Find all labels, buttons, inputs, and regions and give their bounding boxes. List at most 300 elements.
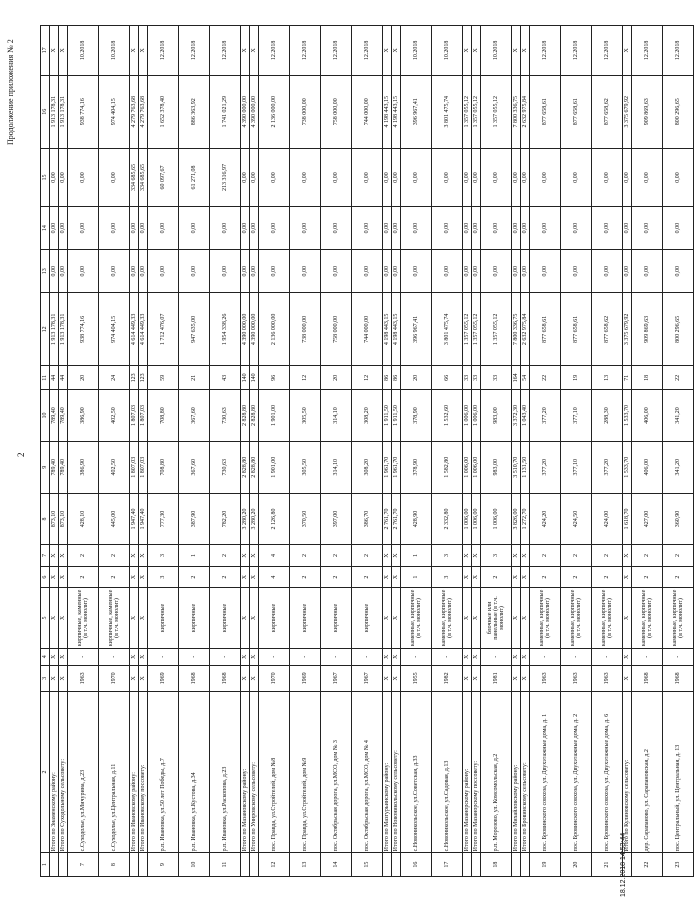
table-cell: X — [463, 566, 472, 588]
table-cell: 0,00 — [392, 148, 401, 206]
table-cell: 427,00 — [632, 493, 663, 545]
table-cell: 2 136 000,00 — [259, 75, 290, 148]
table-cell: X — [521, 665, 530, 691]
table-cell: 877 658,61 — [561, 75, 592, 148]
table-cell — [241, 853, 250, 877]
table-cell: 800 296,65 — [663, 293, 694, 366]
table-cell: 1970 — [99, 665, 130, 691]
address-cell: Итого по Новоникольскому сельсовету: — [392, 691, 401, 853]
table-cell: блочные или панельные (в т.ч. монолит) — [481, 588, 512, 648]
table-cell: 402,50 — [99, 441, 130, 493]
table-cell: 59 — [148, 366, 179, 390]
table-cell: 0,00 — [592, 250, 623, 293]
table-cell: 789,40 — [59, 390, 68, 442]
column-number-cell: 6 — [41, 566, 50, 588]
table-cell: 0,00 — [472, 148, 481, 206]
table-cell: 424,50 — [561, 493, 592, 545]
table-cell: 2 — [210, 545, 241, 567]
table-cell — [383, 853, 392, 877]
column-number-cell: 9 — [41, 441, 50, 493]
table-cell: 4 198 443,15 — [383, 293, 392, 366]
table-cell: 305,50 — [290, 441, 321, 493]
table-cell: 12 — [352, 366, 383, 390]
table-cell: 1 911,50 — [392, 390, 401, 442]
table-cell: X — [250, 665, 259, 691]
table-cell: 2 — [481, 566, 512, 588]
table-cell: 19 — [530, 853, 561, 877]
table-cell: 1 807,03 — [139, 441, 148, 493]
subtotal-row — [472, 26, 481, 877]
table-cell: 4 198 443,15 — [383, 75, 392, 148]
table-cell: 3 — [481, 545, 512, 567]
table-cell: 0,00 — [290, 250, 321, 293]
table-cell: 396 967,41 — [401, 293, 432, 366]
table-cell: 378,90 — [401, 441, 432, 493]
table-cell: 288,30 — [592, 390, 623, 442]
table-cell: 3 — [432, 545, 463, 567]
table-cell: X — [521, 26, 530, 76]
table-cell: 21 — [592, 853, 623, 877]
table-cell: 305,50 — [290, 390, 321, 442]
table-cell: 2 — [68, 545, 99, 567]
table-cell: 33 — [481, 366, 512, 390]
table-cell: 0,00 — [352, 250, 383, 293]
table-cell: X — [623, 566, 632, 588]
table-cell: 2 — [530, 566, 561, 588]
table-cell: - — [481, 648, 512, 665]
table-cell: 730,63 — [210, 390, 241, 442]
table-cell: 20 — [321, 366, 352, 390]
page-number: 2 — [16, 452, 26, 457]
table-cell: 0,00 — [50, 250, 59, 293]
table-cell: 386,70 — [352, 493, 383, 545]
table-cell: 0,00 — [481, 148, 512, 206]
address-cell: пос. Октябрьская дорога, ул.МСО, дом № 4 — [352, 691, 383, 853]
table-cell: 308,20 — [352, 390, 383, 442]
table-cell: 4 390 000,00 — [241, 75, 250, 148]
table-cell: 12.2018 — [530, 26, 561, 76]
table-cell: 4 — [259, 566, 290, 588]
table-cell: 4 279 763,68 — [130, 75, 139, 148]
table-cell: 0,00 — [139, 250, 148, 293]
table-cell: X — [512, 26, 521, 76]
table-cell: X — [139, 26, 148, 76]
table-cell: 2 — [321, 566, 352, 588]
table-row — [321, 26, 352, 877]
table-cell: 1 807,03 — [130, 390, 139, 442]
table-cell: 0,00 — [521, 148, 530, 206]
table-cell: 1 582,80 — [432, 441, 463, 493]
table-cell: 10.2018 — [481, 26, 512, 76]
table-cell: 213 316,97 — [210, 148, 241, 206]
table-cell: 1 901,00 — [259, 441, 290, 493]
table-cell — [50, 853, 59, 877]
table-cell: 873,10 — [59, 493, 68, 545]
table-cell: 2 632 975,84 — [521, 293, 530, 366]
table-cell: 983,00 — [481, 441, 512, 493]
table-cell: 22 — [663, 366, 694, 390]
subtotal-row — [392, 26, 401, 877]
table-cell: 1 961,70 — [392, 441, 401, 493]
table-cell: X — [521, 588, 530, 648]
table-cell: 367,60 — [179, 441, 210, 493]
table-cell: - — [321, 648, 352, 665]
table-cell: X — [392, 566, 401, 588]
table-cell: 2 632 975,84 — [521, 75, 530, 148]
table-cell: X — [59, 665, 68, 691]
table-cell: 2 — [352, 545, 383, 567]
table-cell: 0,00 — [432, 207, 463, 250]
table-row — [530, 26, 561, 877]
table-cell: 744 000,00 — [352, 75, 383, 148]
table-cell: 938 774,16 — [68, 293, 99, 366]
table-cell: 96 — [259, 366, 290, 390]
table-cell: 2 — [352, 566, 383, 588]
table-cell: 0,00 — [50, 207, 59, 250]
table-cell: 3 372,30 — [512, 390, 521, 442]
table-cell: 758 000,00 — [321, 293, 352, 366]
table-cell: 0,00 — [530, 250, 561, 293]
table-cell — [623, 853, 632, 877]
table-cell: 1968 — [179, 665, 210, 691]
address-cell: Итого по Мазановскому району: — [241, 691, 250, 853]
table-cell: X — [139, 665, 148, 691]
table-cell: 0,00 — [321, 148, 352, 206]
table-cell: 0,00 — [383, 148, 392, 206]
table-cell: 12.2018 — [321, 26, 352, 76]
table-cell: 21 — [179, 366, 210, 390]
table-cell: 11 — [210, 853, 241, 877]
table-cell: 1963 — [530, 665, 561, 691]
table-cell: 0,00 — [512, 207, 521, 250]
table-cell: 0,00 — [148, 207, 179, 250]
subtotal-row — [250, 26, 259, 877]
table-cell: 983,00 — [481, 390, 512, 442]
column-number-cell: 4 — [41, 648, 50, 665]
subtotal-row — [383, 26, 392, 877]
subtotal-row — [463, 26, 472, 877]
table-cell: X — [383, 545, 392, 567]
table-cell: 377,20 — [530, 441, 561, 493]
table-cell: 0,00 — [383, 207, 392, 250]
table-cell: 2 — [663, 566, 694, 588]
table-cell: 140 — [250, 366, 259, 390]
table-cell: 0,00 — [259, 207, 290, 250]
table-cell: 0,00 — [632, 148, 663, 206]
table-cell: 445,00 — [99, 493, 130, 545]
table-cell: 1 — [179, 545, 210, 567]
table-cell: - — [592, 648, 623, 665]
table-cell: X — [521, 648, 530, 665]
table-cell: 0,00 — [148, 250, 179, 293]
table-row — [561, 26, 592, 877]
table-cell: 4 390 000,00 — [250, 293, 259, 366]
table-cell: - — [561, 648, 592, 665]
table-cell: 12.2018 — [259, 26, 290, 76]
table-cell: 12 — [259, 853, 290, 877]
table-cell: 1968 — [663, 665, 694, 691]
table-cell: 1 741 021,29 — [210, 75, 241, 148]
table-cell: 2 — [592, 566, 623, 588]
table-cell: X — [512, 588, 521, 648]
table-cell: X — [50, 665, 59, 691]
table-cell: 0,00 — [592, 148, 623, 206]
column-number-cell: 12 — [41, 293, 50, 366]
table-cell: 1 006,00 — [472, 493, 481, 545]
table-cell: 1963 — [561, 665, 592, 691]
subtotal-row — [130, 26, 139, 877]
table-cell: 60 097,67 — [148, 148, 179, 206]
address-cell: пос. Бровинского совхоза, ул. Двухэтажные дома, д. 6 — [592, 691, 623, 853]
table-cell: 4 198 443,15 — [392, 293, 401, 366]
table-cell: 0,00 — [99, 207, 130, 250]
table-cell: 0,00 — [530, 207, 561, 250]
table-cell: X — [59, 545, 68, 567]
table-cell: 1 901,00 — [259, 390, 290, 442]
address-cell: пос. Центральный, ул. Центральная, д. 13 — [663, 691, 694, 853]
table-cell: 17 — [432, 853, 463, 877]
table-cell: 3 — [432, 566, 463, 588]
table-cell: 2 — [632, 545, 663, 567]
table-cell: 10.2018 — [401, 26, 432, 76]
table-cell: 3 — [148, 545, 179, 567]
column-number-cell: 8 — [41, 493, 50, 545]
table-cell: 10.2018 — [99, 26, 130, 76]
table-cell: 1 913 178,31 — [59, 75, 68, 148]
table-cell: X — [383, 588, 392, 648]
table-cell: 0,00 — [663, 207, 694, 250]
table-cell: 1963 — [592, 665, 623, 691]
table-cell: X — [50, 545, 59, 567]
address-cell: пос. Бровинского совхоза, ул. Двухэтажные дома, д. 1 — [530, 691, 561, 853]
table-cell: 0,00 — [521, 207, 530, 250]
table-cell: - — [401, 648, 432, 665]
table-cell: 2 — [290, 566, 321, 588]
table-cell: 1 913 178,31 — [50, 75, 59, 148]
table-cell: каменные, кирпичные (в т.ч. монолит) — [561, 588, 592, 648]
table-cell: X — [130, 665, 139, 691]
table-cell: 0,00 — [432, 250, 463, 293]
table-cell: 44 — [50, 366, 59, 390]
table-cell: 0,00 — [472, 207, 481, 250]
table-cell: X — [250, 545, 259, 567]
table-cell: 341,20 — [663, 441, 694, 493]
table-row — [352, 26, 383, 877]
table-cell: 0,00 — [241, 250, 250, 293]
table-cell — [130, 853, 139, 877]
column-number-cell: 1 — [41, 853, 50, 877]
subtotal-row — [139, 26, 148, 877]
table-cell: X — [139, 545, 148, 567]
table-cell: 1 357 055,12 — [481, 293, 512, 366]
table-cell: 0,00 — [561, 250, 592, 293]
table-cell: 1 911,50 — [383, 390, 392, 442]
table-cell: 2 — [663, 545, 694, 567]
column-number-cell: 3 — [41, 665, 50, 691]
table-cell: 0,00 — [392, 250, 401, 293]
address-cell: Итого по Мазанорскому поссовету: — [472, 691, 481, 853]
table-cell: 0,00 — [250, 148, 259, 206]
table-cell: 744 000,00 — [352, 293, 383, 366]
table-cell: 0,00 — [463, 207, 472, 250]
table-cell: 33 — [463, 366, 472, 390]
table-cell: X — [383, 26, 392, 76]
table-cell: 1 807,03 — [139, 390, 148, 442]
table-cell: 0,00 — [59, 250, 68, 293]
table-row — [632, 26, 663, 877]
table-cell: X — [392, 545, 401, 567]
table-cell: - — [68, 648, 99, 665]
table-cell: 708,80 — [148, 390, 179, 442]
table-cell: 15 — [352, 853, 383, 877]
table-cell: 396 967,41 — [401, 75, 432, 148]
table-cell: 0,00 — [463, 250, 472, 293]
table-cell: 708,80 — [148, 441, 179, 493]
table-cell: 2 — [179, 566, 210, 588]
table-cell: 1968 — [210, 665, 241, 691]
table-cell: 13 — [290, 853, 321, 877]
table-cell: 0,00 — [210, 250, 241, 293]
address-cell: с.Суходолье, ул.Центральная, д.11 — [99, 691, 130, 853]
address-cell: пос. Октябрьская дорога, ул.МСО, дом № 3 — [321, 691, 352, 853]
table-cell: 1 533,70 — [623, 390, 632, 442]
table-cell: X — [392, 588, 401, 648]
table-cell: 7 800 336,75 — [512, 75, 521, 148]
table-cell: 3 510,70 — [512, 441, 521, 493]
table-cell — [463, 853, 472, 877]
table-cell: X — [463, 545, 472, 567]
table-cell: X — [241, 665, 250, 691]
table-cell: 0,00 — [512, 250, 521, 293]
address-cell: с.Суходолье, ул.Мичурина, д.23 — [68, 691, 99, 853]
table-cell: 1 357 055,12 — [463, 75, 472, 148]
table-cell: 7 — [68, 853, 99, 877]
table-cell: 86 — [383, 366, 392, 390]
column-number-cell: 2 — [41, 691, 50, 853]
table-cell: 386,90 — [68, 390, 99, 442]
table-row — [259, 26, 290, 877]
table-cell: X — [383, 648, 392, 665]
table-cell: кирпичные — [179, 588, 210, 648]
table-cell: 2 — [99, 545, 130, 567]
table-cell: 377,10 — [561, 441, 592, 493]
subtotal-row — [241, 26, 250, 877]
table-cell: X — [383, 566, 392, 588]
table-cell: 23 — [663, 853, 694, 877]
table-cell: 0,00 — [179, 207, 210, 250]
column-number-cell: 7 — [41, 545, 50, 567]
table-cell: 12.2018 — [352, 26, 383, 76]
table-cell: X — [241, 588, 250, 648]
table-cell: 1967 — [352, 665, 383, 691]
table-cell: 360,90 — [663, 493, 694, 545]
table-cell: 0,00 — [623, 148, 632, 206]
column-number-cell: 15 — [41, 148, 50, 206]
table-cell: 10 — [179, 853, 210, 877]
address-cell: р.п. Морозово, ул. Комсомольская, д.2 — [481, 691, 512, 853]
table-body — [41, 26, 694, 877]
table-cell: 0,00 — [259, 148, 290, 206]
table-cell: 0,00 — [130, 207, 139, 250]
table-cell: X — [59, 588, 68, 648]
table-cell: X — [623, 545, 632, 567]
table-cell: 12.2018 — [592, 26, 623, 76]
column-number-cell: 16 — [41, 75, 50, 148]
table-cell: 334 685,65 — [139, 148, 148, 206]
address-cell: Итого по Кулиновскому сельсовету: — [623, 691, 632, 853]
table-cell: 4 279 763,68 — [139, 75, 148, 148]
table-cell: X — [50, 648, 59, 665]
table-cell: 3 280,20 — [250, 493, 259, 545]
table-cell: 877 658,62 — [592, 293, 623, 366]
table-cell: 13 — [592, 366, 623, 390]
table-cell: X — [241, 648, 250, 665]
table-cell — [521, 853, 530, 877]
table-cell: X — [130, 566, 139, 588]
table-cell: 2 — [68, 566, 99, 588]
table-cell: X — [472, 665, 481, 691]
table-cell: X — [512, 566, 521, 588]
table-cell: 0,00 — [241, 207, 250, 250]
table-cell: 1 — [401, 545, 432, 567]
table-cell: 2 761,70 — [392, 493, 401, 545]
table-cell: 0,00 — [383, 250, 392, 293]
table-cell: X — [392, 665, 401, 691]
table-cell: 123 — [139, 366, 148, 390]
table-cell: 2 828,80 — [250, 390, 259, 442]
table-cell: 2 828,80 — [250, 441, 259, 493]
table-cell: 334 685,65 — [130, 148, 139, 206]
table-cell: 4 390 000,00 — [241, 293, 250, 366]
table-cell: X — [392, 26, 401, 76]
table-cell: 0,00 — [59, 148, 68, 206]
table-cell: - — [352, 648, 383, 665]
table-cell: 22 — [632, 853, 663, 877]
table-cell: 12.2018 — [290, 26, 321, 76]
address-cell: Итого по Знаменскому району: — [50, 691, 59, 853]
table-cell: 0,00 — [290, 207, 321, 250]
address-cell: дер. Сарапаново, ул. Сарапановская, д.2 — [632, 691, 663, 853]
table-cell: 0,00 — [321, 207, 352, 250]
table-cell: 0,00 — [321, 250, 352, 293]
table-cell: 909 869,63 — [632, 293, 663, 366]
table-cell: 0,00 — [663, 148, 694, 206]
print-timestamp: 18.12.2018 14:53:44 — [620, 832, 627, 897]
address-cell: Итого по Бровинскому сельсовету: — [521, 691, 530, 853]
table-cell: 308,20 — [352, 441, 383, 493]
table-cell: 61 271,08 — [179, 148, 210, 206]
table-row — [99, 26, 130, 877]
table-cell: 16 — [401, 853, 432, 877]
table-cell: - — [632, 648, 663, 665]
table-cell: 1 006,00 — [463, 390, 472, 442]
table-cell: 1982 — [432, 665, 463, 691]
table-cell: 1969 — [290, 665, 321, 691]
table-cell: 0,00 — [512, 148, 521, 206]
table-cell: 1 006,00 — [472, 441, 481, 493]
table-cell: кирпичные — [352, 588, 383, 648]
table-cell: X — [521, 545, 530, 567]
table-cell: 0,00 — [352, 148, 383, 206]
table-cell: 877 658,61 — [530, 75, 561, 148]
table-cell: 4 614 449,33 — [130, 293, 139, 366]
table-cell: кирпичные — [290, 588, 321, 648]
table-cell: 397,00 — [321, 493, 352, 545]
table-cell: X — [512, 648, 521, 665]
table-cell: 2 — [592, 545, 623, 567]
table-cell: 2 — [561, 566, 592, 588]
column-number-cell: 10 — [41, 390, 50, 442]
